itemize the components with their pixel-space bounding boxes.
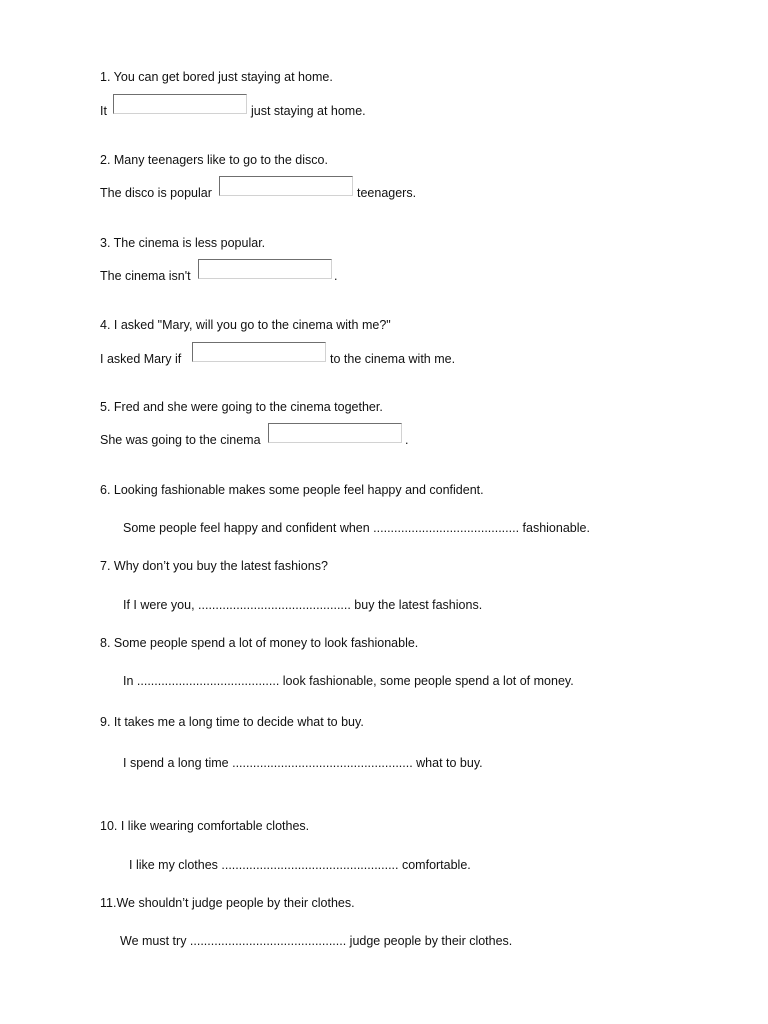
question-3: 3. The cinema is less popular. (100, 236, 266, 250)
question-8: 8. Some people spend a lot of money to look fashionable. (100, 636, 419, 650)
question-7: 7. Why don’t you buy the latest fashions? (100, 559, 328, 573)
answer-line-8: In ......................................... look fashionable, some people spend a lot of money. (123, 674, 574, 688)
answer-box-1[interactable] (113, 94, 247, 114)
answer-text-5-before: She was going to the cinema (100, 433, 261, 447)
answer-box-5[interactable] (268, 423, 402, 443)
question-1: 1. You can get bored just staying at home. (100, 70, 333, 84)
answer-line-11: We must try ............................................. judge people by their clothes. (120, 934, 513, 948)
answer-line-10: I like my clothes ................................................... comfortable. (129, 858, 471, 872)
answer-line-7: If I were you, ............................................ buy the latest fashions. (123, 598, 483, 612)
question-11: 11.We shouldn’t judge people by their clothes. (100, 896, 355, 910)
question-10: 10. I like wearing comfortable clothes. (100, 819, 310, 833)
answer-text-4-before: I asked Mary if (100, 352, 182, 366)
answer-text-1-before: It (100, 104, 107, 118)
question-4: 4. I asked "Mary, will you go to the cinema with me?" (100, 318, 391, 332)
answer-line-9: I spend a long time .................................................... what to buy. (123, 756, 483, 770)
answer-line-6: Some people feel happy and confident when .......................................... fashionable. (123, 521, 590, 535)
question-6: 6. Looking fashionable makes some people feel happy and confident. (100, 483, 484, 497)
answer-text-3-before: The cinema isn't (100, 269, 191, 283)
answer-box-3[interactable] (198, 259, 332, 279)
answer-box-4[interactable] (192, 342, 326, 362)
answer-text-3-after: . (334, 269, 338, 283)
answer-text-2-before: The disco is popular (100, 186, 212, 200)
answer-text-4-after: to the cinema with me. (330, 352, 456, 366)
answer-text-1-after: just staying at home. (251, 104, 366, 118)
question-5: 5. Fred and she were going to the cinema together. (100, 400, 383, 414)
answer-box-2[interactable] (219, 176, 353, 196)
question-2: 2. Many teenagers like to go to the disco. (100, 153, 328, 167)
question-9: 9. It takes me a long time to decide what to buy. (100, 715, 364, 729)
answer-text-2-after: teenagers. (357, 186, 417, 200)
answer-text-5-after: . (405, 433, 409, 447)
